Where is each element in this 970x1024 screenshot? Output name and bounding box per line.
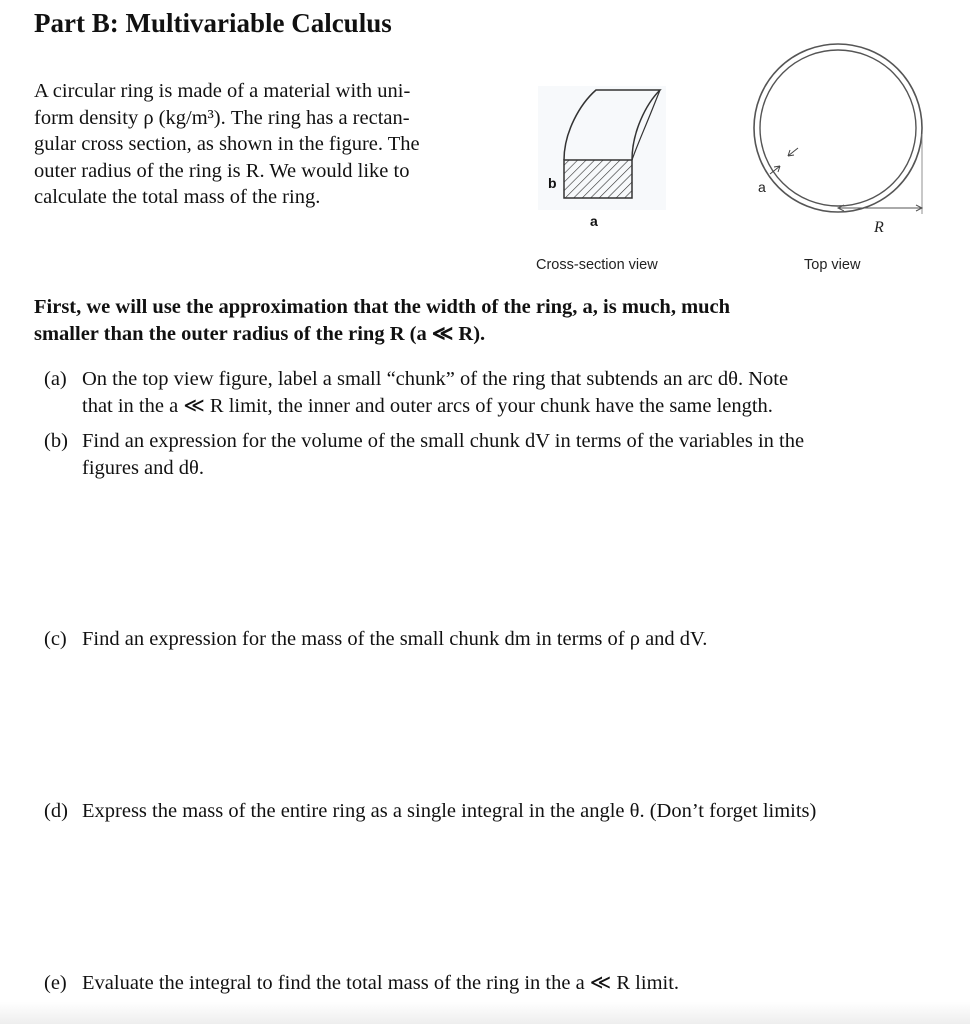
top-view-figure	[740, 34, 940, 246]
question-label: (b)	[44, 430, 68, 452]
question-text: Express the mass of the entire ring as a single integral in the angle θ. (Don’t forget limits)	[82, 800, 817, 822]
question-text: figures and dθ.	[82, 456, 204, 479]
approximation-statement	[34, 294, 934, 348]
question-label: (c)	[44, 628, 67, 650]
question-d	[44, 798, 934, 825]
question-text: On the top view figure, label a small “chunk” of the ring that subtends an arc dθ. Note	[82, 368, 789, 390]
question-c	[44, 626, 934, 653]
top-label-a: a	[758, 179, 766, 195]
question-e	[44, 970, 934, 997]
intro-line: outer radius of the ring is R. We would like to	[34, 159, 410, 182]
label-b: b	[548, 175, 557, 191]
cross-section-figure	[528, 82, 678, 232]
question-text: Evaluate the integral to find the total mass of the ring in the a ≪ R limit.	[82, 972, 680, 994]
top-view-caption: Top view	[804, 257, 861, 273]
approx-line: smaller than the outer radius of the ring R (a ≪ R).	[34, 323, 486, 345]
page-bottom-edge	[0, 1002, 970, 1024]
label-a: a	[590, 213, 598, 229]
intro-line: A circular ring is made of a material with uni-	[34, 80, 411, 102]
intro-line: form density ρ (kg/m³). The ring has a rectan-	[34, 106, 410, 129]
question-b	[44, 428, 934, 481]
intro-line: gular cross section, as shown in the figure. The	[34, 133, 420, 155]
question-label: (e)	[44, 972, 67, 994]
question-label: (d)	[44, 800, 68, 822]
ring-outer-circle	[754, 44, 922, 212]
intro-paragraph	[34, 78, 494, 211]
question-a	[44, 366, 934, 419]
hatched-cross-section	[564, 160, 632, 198]
question-text: that in the a ≪ R limit, the inner and outer arcs of your chunk have the same length.	[82, 394, 773, 417]
approx-line: First, we will use the approximation that the width of the ring, a, is much, much	[34, 296, 731, 318]
label-R: R	[874, 219, 884, 236]
question-text: Find an expression for the volume of the small chunk dV in terms of the variables in the	[82, 430, 805, 452]
cross-section-caption: Cross-section view	[536, 257, 658, 273]
question-text: Find an expression for the mass of the small chunk dm in terms of ρ and dV.	[82, 628, 708, 650]
intro-line: calculate the total mass of the ring.	[34, 186, 321, 208]
question-label: (a)	[44, 368, 67, 390]
page-title: Part B: Multivariable Calculus	[34, 8, 392, 38]
ring-inner-circle	[760, 50, 916, 206]
